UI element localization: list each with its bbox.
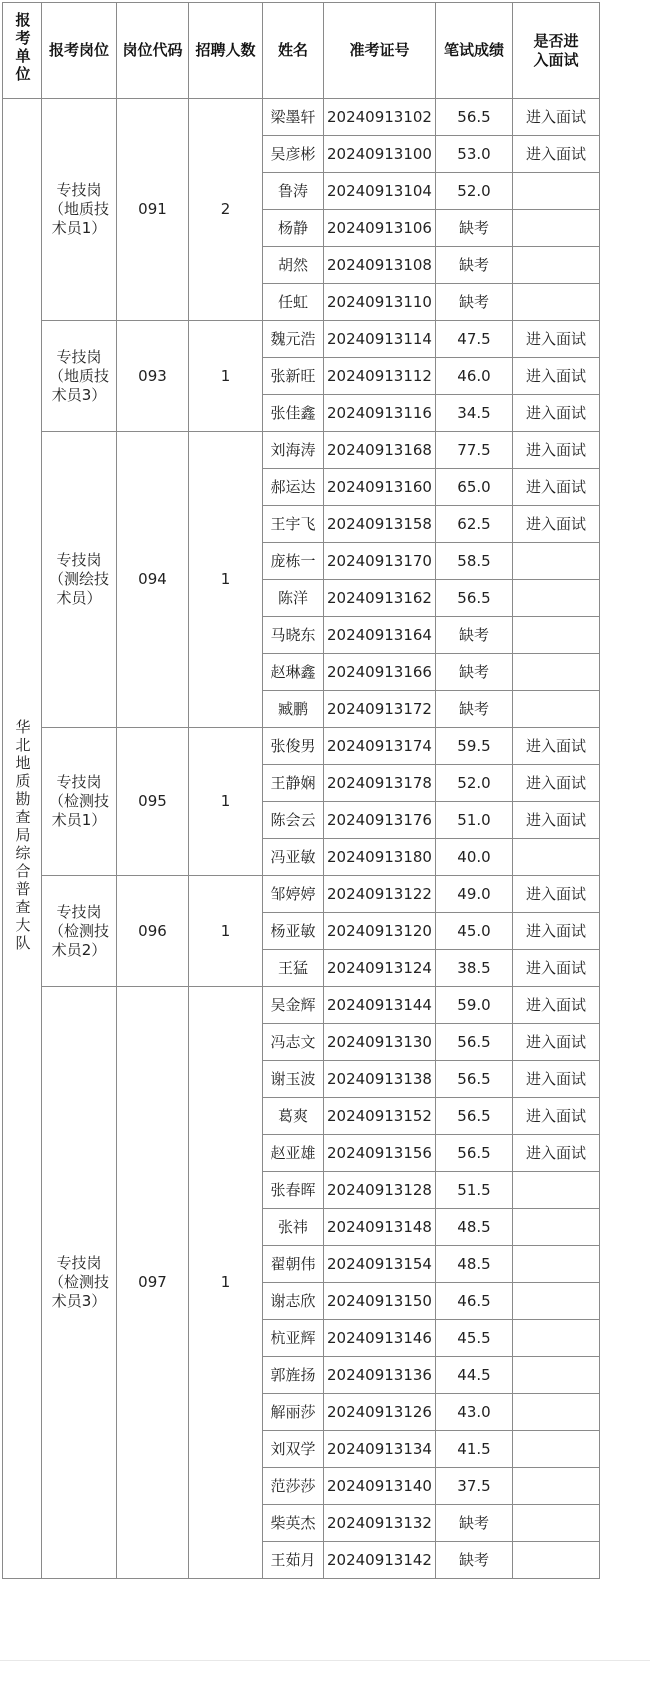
ticket-number: 20240913158 <box>324 506 436 543</box>
candidate-name: 杨亚敏 <box>263 913 324 950</box>
interview-status: 进入面试 <box>513 1061 600 1098</box>
ticket-number: 20240913166 <box>324 654 436 691</box>
ticket-number: 20240913108 <box>324 247 436 284</box>
candidate-name: 任虹 <box>263 284 324 321</box>
interview-status: 进入面试 <box>513 395 600 432</box>
interview-status <box>513 654 600 691</box>
quota-cell: 2 <box>189 99 263 321</box>
interview-status: 进入面试 <box>513 987 600 1024</box>
candidate-name: 陈会云 <box>263 802 324 839</box>
written-score: 45.5 <box>436 1320 513 1357</box>
written-score: 56.5 <box>436 1061 513 1098</box>
candidate-name: 王茹月 <box>263 1542 324 1579</box>
ticket-number: 20240913120 <box>324 913 436 950</box>
table-row <box>3 987 600 1024</box>
written-score: 40.0 <box>436 839 513 876</box>
ticket-number: 20240913114 <box>324 321 436 358</box>
quota-cell: 1 <box>189 987 263 1579</box>
candidate-name: 郭旌扬 <box>263 1357 324 1394</box>
candidate-name: 梁墨轩 <box>263 99 324 136</box>
written-score: 45.0 <box>436 913 513 950</box>
exam-results-table <box>2 2 600 1579</box>
quota-cell: 1 <box>189 728 263 876</box>
written-score: 缺考 <box>436 691 513 728</box>
candidate-name: 葛爽 <box>263 1098 324 1135</box>
written-score: 59.0 <box>436 987 513 1024</box>
candidate-name: 翟朝伟 <box>263 1246 324 1283</box>
ticket-number: 20240913162 <box>324 580 436 617</box>
candidate-name: 鲁涛 <box>263 173 324 210</box>
written-score: 48.5 <box>436 1246 513 1283</box>
candidate-name: 吴彦彬 <box>263 136 324 173</box>
interview-status: 进入面试 <box>513 950 600 987</box>
interview-status: 进入面试 <box>513 99 600 136</box>
candidate-name: 赵琳鑫 <box>263 654 324 691</box>
written-score: 77.5 <box>436 432 513 469</box>
ticket-number: 20240913144 <box>324 987 436 1024</box>
ticket-number: 20240913104 <box>324 173 436 210</box>
candidate-name: 张俊男 <box>263 728 324 765</box>
candidate-name: 谢玉波 <box>263 1061 324 1098</box>
written-score: 34.5 <box>436 395 513 432</box>
header-unit-label: 报考单位 <box>13 12 32 84</box>
ticket-number: 20240913138 <box>324 1061 436 1098</box>
ticket-number: 20240913178 <box>324 765 436 802</box>
header-quota: 招聘人数 <box>189 3 263 99</box>
written-score: 41.5 <box>436 1431 513 1468</box>
interview-status: 进入面试 <box>513 728 600 765</box>
candidate-name: 刘双学 <box>263 1431 324 1468</box>
interview-status: 进入面试 <box>513 432 600 469</box>
candidate-name: 胡然 <box>263 247 324 284</box>
ticket-number: 20240913176 <box>324 802 436 839</box>
written-score: 缺考 <box>436 617 513 654</box>
interview-status <box>513 1357 600 1394</box>
interview-status: 进入面试 <box>513 321 600 358</box>
ticket-number: 20240913106 <box>324 210 436 247</box>
ticket-number: 20240913164 <box>324 617 436 654</box>
page-divider <box>0 1660 650 1661</box>
header-ticket: 准考证号 <box>324 3 436 99</box>
ticket-number: 20240913180 <box>324 839 436 876</box>
candidate-name: 郝运达 <box>263 469 324 506</box>
interview-status: 进入面试 <box>513 1024 600 1061</box>
candidate-name: 冯亚敏 <box>263 839 324 876</box>
candidate-name: 张新旺 <box>263 358 324 395</box>
post-cell: 专技岗（测绘技术员） <box>42 432 117 728</box>
ticket-number: 20240913146 <box>324 1320 436 1357</box>
written-score: 47.5 <box>436 321 513 358</box>
code-cell: 096 <box>117 876 189 987</box>
candidate-name: 刘海涛 <box>263 432 324 469</box>
interview-status <box>513 210 600 247</box>
written-score: 43.0 <box>436 1394 513 1431</box>
candidate-name: 吴金辉 <box>263 987 324 1024</box>
table-row <box>3 432 600 469</box>
header-score: 笔试成绩 <box>436 3 513 99</box>
interview-status: 进入面试 <box>513 136 600 173</box>
ticket-number: 20240913124 <box>324 950 436 987</box>
candidate-name: 张春晖 <box>263 1172 324 1209</box>
header-post: 报考岗位 <box>42 3 117 99</box>
candidate-name: 臧鹏 <box>263 691 324 728</box>
written-score: 缺考 <box>436 284 513 321</box>
interview-status <box>513 543 600 580</box>
interview-status: 进入面试 <box>513 1135 600 1172</box>
code-cell: 097 <box>117 987 189 1579</box>
written-score: 56.5 <box>436 580 513 617</box>
written-score: 缺考 <box>436 1505 513 1542</box>
ticket-number: 20240913116 <box>324 395 436 432</box>
written-score: 56.5 <box>436 1098 513 1135</box>
candidate-name: 张佳鑫 <box>263 395 324 432</box>
candidate-name: 解丽莎 <box>263 1394 324 1431</box>
ticket-number: 20240913122 <box>324 876 436 913</box>
header-code: 岗位代码 <box>117 3 189 99</box>
written-score: 65.0 <box>436 469 513 506</box>
post-cell: 专技岗（地质技术员1） <box>42 99 117 321</box>
candidate-name: 王猛 <box>263 950 324 987</box>
unit-cell <box>3 99 42 1579</box>
post-cell: 专技岗（检测技术员2） <box>42 876 117 987</box>
code-cell: 095 <box>117 728 189 876</box>
interview-status <box>513 1505 600 1542</box>
interview-status <box>513 173 600 210</box>
ticket-number: 20240913174 <box>324 728 436 765</box>
quota-cell: 1 <box>189 321 263 432</box>
ticket-number: 20240913102 <box>324 99 436 136</box>
written-score: 缺考 <box>436 1542 513 1579</box>
post-cell: 专技岗（地质技术员3） <box>42 321 117 432</box>
ticket-number: 20240913168 <box>324 432 436 469</box>
interview-status <box>513 839 600 876</box>
written-score: 52.0 <box>436 173 513 210</box>
table-row <box>3 321 600 358</box>
written-score: 51.0 <box>436 802 513 839</box>
interview-status <box>513 284 600 321</box>
interview-status <box>513 247 600 284</box>
written-score: 56.5 <box>436 99 513 136</box>
ticket-number: 20240913126 <box>324 1394 436 1431</box>
results-sheet <box>2 2 600 1579</box>
unit-name: 华北地质勘查局综合普查大队 <box>13 719 32 953</box>
written-score: 46.0 <box>436 358 513 395</box>
candidate-name: 杭亚辉 <box>263 1320 324 1357</box>
candidate-name: 陈洋 <box>263 580 324 617</box>
table-row <box>3 876 600 913</box>
ticket-number: 20240913112 <box>324 358 436 395</box>
written-score: 56.5 <box>436 1024 513 1061</box>
written-score: 59.5 <box>436 728 513 765</box>
written-score: 37.5 <box>436 1468 513 1505</box>
interview-status: 进入面试 <box>513 876 600 913</box>
candidate-name: 王宇飞 <box>263 506 324 543</box>
written-score: 缺考 <box>436 210 513 247</box>
candidate-name: 赵亚雄 <box>263 1135 324 1172</box>
interview-status: 进入面试 <box>513 469 600 506</box>
header-row <box>3 3 600 99</box>
table-row <box>3 728 600 765</box>
candidate-name: 王静娴 <box>263 765 324 802</box>
ticket-number: 20240913128 <box>324 1172 436 1209</box>
interview-status: 进入面试 <box>513 506 600 543</box>
post-cell: 专技岗（检测技术员3） <box>42 987 117 1579</box>
table-body <box>3 99 600 1579</box>
written-score: 缺考 <box>436 247 513 284</box>
ticket-number: 20240913142 <box>324 1542 436 1579</box>
code-cell: 093 <box>117 321 189 432</box>
ticket-number: 20240913136 <box>324 1357 436 1394</box>
candidate-name: 范莎莎 <box>263 1468 324 1505</box>
written-score: 缺考 <box>436 654 513 691</box>
written-score: 44.5 <box>436 1357 513 1394</box>
ticket-number: 20240913156 <box>324 1135 436 1172</box>
written-score: 56.5 <box>436 1135 513 1172</box>
interview-status <box>513 1172 600 1209</box>
candidate-name: 冯志文 <box>263 1024 324 1061</box>
interview-status <box>513 1394 600 1431</box>
candidate-name: 杨静 <box>263 210 324 247</box>
code-cell: 094 <box>117 432 189 728</box>
quota-cell: 1 <box>189 432 263 728</box>
ticket-number: 20240913132 <box>324 1505 436 1542</box>
ticket-number: 20240913110 <box>324 284 436 321</box>
written-score: 52.0 <box>436 765 513 802</box>
interview-status: 进入面试 <box>513 802 600 839</box>
post-cell: 专技岗（检测技术员1） <box>42 728 117 876</box>
interview-status <box>513 1431 600 1468</box>
ticket-number: 20240913140 <box>324 1468 436 1505</box>
header-unit <box>3 3 42 99</box>
interview-status: 进入面试 <box>513 913 600 950</box>
interview-status <box>513 1209 600 1246</box>
written-score: 51.5 <box>436 1172 513 1209</box>
written-score: 49.0 <box>436 876 513 913</box>
interview-status <box>513 1542 600 1579</box>
interview-status <box>513 1283 600 1320</box>
interview-status <box>513 1468 600 1505</box>
interview-status <box>513 1320 600 1357</box>
ticket-number: 20240913100 <box>324 136 436 173</box>
candidate-name: 柴英杰 <box>263 1505 324 1542</box>
ticket-number: 20240913148 <box>324 1209 436 1246</box>
written-score: 48.5 <box>436 1209 513 1246</box>
ticket-number: 20240913170 <box>324 543 436 580</box>
interview-status <box>513 691 600 728</box>
table-row <box>3 99 600 136</box>
candidate-name: 魏元浩 <box>263 321 324 358</box>
ticket-number: 20240913150 <box>324 1283 436 1320</box>
candidate-name: 张祎 <box>263 1209 324 1246</box>
code-cell: 091 <box>117 99 189 321</box>
ticket-number: 20240913152 <box>324 1098 436 1135</box>
ticket-number: 20240913134 <box>324 1431 436 1468</box>
written-score: 53.0 <box>436 136 513 173</box>
quota-cell: 1 <box>189 876 263 987</box>
written-score: 62.5 <box>436 506 513 543</box>
candidate-name: 庞栋一 <box>263 543 324 580</box>
header-interview: 是否进入面试 <box>513 3 600 99</box>
interview-status <box>513 580 600 617</box>
ticket-number: 20240913160 <box>324 469 436 506</box>
ticket-number: 20240913172 <box>324 691 436 728</box>
ticket-number: 20240913130 <box>324 1024 436 1061</box>
candidate-name: 谢志欣 <box>263 1283 324 1320</box>
header-name: 姓名 <box>263 3 324 99</box>
written-score: 58.5 <box>436 543 513 580</box>
candidate-name: 马晓东 <box>263 617 324 654</box>
interview-status: 进入面试 <box>513 765 600 802</box>
interview-status <box>513 617 600 654</box>
interview-status: 进入面试 <box>513 358 600 395</box>
ticket-number: 20240913154 <box>324 1246 436 1283</box>
interview-status <box>513 1246 600 1283</box>
written-score: 38.5 <box>436 950 513 987</box>
candidate-name: 邹婷婷 <box>263 876 324 913</box>
written-score: 46.5 <box>436 1283 513 1320</box>
interview-status: 进入面试 <box>513 1098 600 1135</box>
